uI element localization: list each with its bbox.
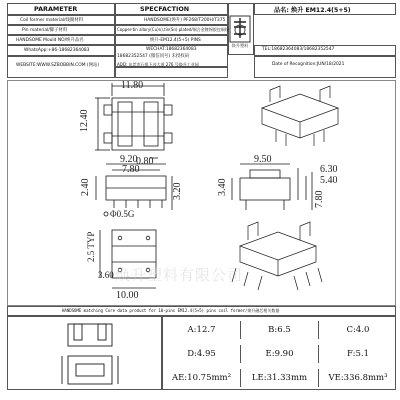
whatsapp-text: WhatsApp:+86-18682364083 xyxy=(24,48,90,53)
core-param-ae: AE:10.75mm² xyxy=(163,369,241,387)
pin-value: Copper-tin allory(Cu)n),tin(Sn) plated/铜合金镀锡银包铜线 xyxy=(117,27,229,32)
core-param-d: D:4.95 xyxy=(163,345,241,363)
address-text: ADD: 东莞市石排下沙大道 276 号焕升工业园 xyxy=(117,62,199,67)
wechat-text: WECHAT:18682364083 xyxy=(146,47,197,52)
right-width-label: 9.50 xyxy=(254,154,272,165)
top-view xyxy=(95,83,172,158)
right-h3-label: 5.40 xyxy=(320,175,338,186)
right-view xyxy=(232,164,312,210)
parameter-heading: PARAMETER xyxy=(34,5,78,13)
core-param-a: A:12.7 xyxy=(163,321,241,339)
model-label: HANDSOME Mould NO/焕升品名 xyxy=(16,38,84,43)
top-width-label: 11.80 xyxy=(121,80,144,91)
watermark-text: 焕升塑料有限公司 xyxy=(115,266,244,284)
tel-text: TEL:18682364083/18682352547 xyxy=(262,47,335,52)
core-param-c: C:4.0 xyxy=(346,325,370,335)
pin-width-label: 10.00 xyxy=(116,290,139,301)
top-view-outline xyxy=(112,98,164,150)
pin-label: Pin material/脚子材料 xyxy=(22,28,68,33)
side-view-dimension-text xyxy=(80,154,183,219)
core-param-e: E:9.90 xyxy=(241,345,319,363)
product-name: 品名: 焕升 EM12.4(5+5) xyxy=(274,7,351,14)
side-h1-label: 2.40 xyxy=(80,178,91,196)
core-param-f: F:5.1 xyxy=(347,349,369,359)
pin-typ-label: 2.5 TYP xyxy=(86,231,96,262)
core-param-table xyxy=(162,316,396,390)
website-text: WEBSITE:WWW.SZBOBBIN.COM (网站) xyxy=(16,63,100,68)
iso-view-bottom xyxy=(232,222,322,290)
side-pitch-label: 9.20 xyxy=(120,154,138,165)
top-height-label: 12.40 xyxy=(79,109,90,132)
core-drawing xyxy=(60,320,140,388)
core-param-ve: VE:336.8mm³ xyxy=(328,373,388,383)
coil-former-label: Coil former material/线圈材料 xyxy=(20,18,84,23)
model-value: 焕升-EM12.4(5+5) PINS xyxy=(150,38,201,43)
pin-depth-label: 3.60 xyxy=(98,270,114,280)
core-caption: HANDSOME matching Core data product for 10-pins EM12.4(5+5) pins coil former/焕升磁芯相关数据 xyxy=(62,308,280,313)
core-param-le: LE:31.33mm xyxy=(241,369,319,387)
top-view-dimension-text xyxy=(79,80,154,167)
right-h2-label: 6.30 xyxy=(320,164,338,175)
wechat-text-2: 18682352547 (微信同号) 未授权码 xyxy=(117,54,190,59)
right-h1-label: 3.40 xyxy=(217,178,228,196)
specification-heading: SPECFACTION xyxy=(140,5,190,13)
core-param-b: B:6.5 xyxy=(241,321,319,339)
right-h4-label: 7.80 xyxy=(314,190,325,208)
side-h2-label: 3.20 xyxy=(172,182,183,200)
revision-text: Date of Recognition:JUN/18/2021 xyxy=(272,62,345,67)
side-inner-label: 7.80 xyxy=(122,164,140,175)
iso-view-top xyxy=(262,86,338,146)
logo-text: 焕升塑料 xyxy=(231,43,249,48)
coil-former-value: HANDSOME(焕升) PF268/T200H/T375 xyxy=(144,18,226,23)
side-hole-label: Φ0.5G xyxy=(110,209,135,219)
top-slot-label: 0.80 xyxy=(136,156,154,167)
